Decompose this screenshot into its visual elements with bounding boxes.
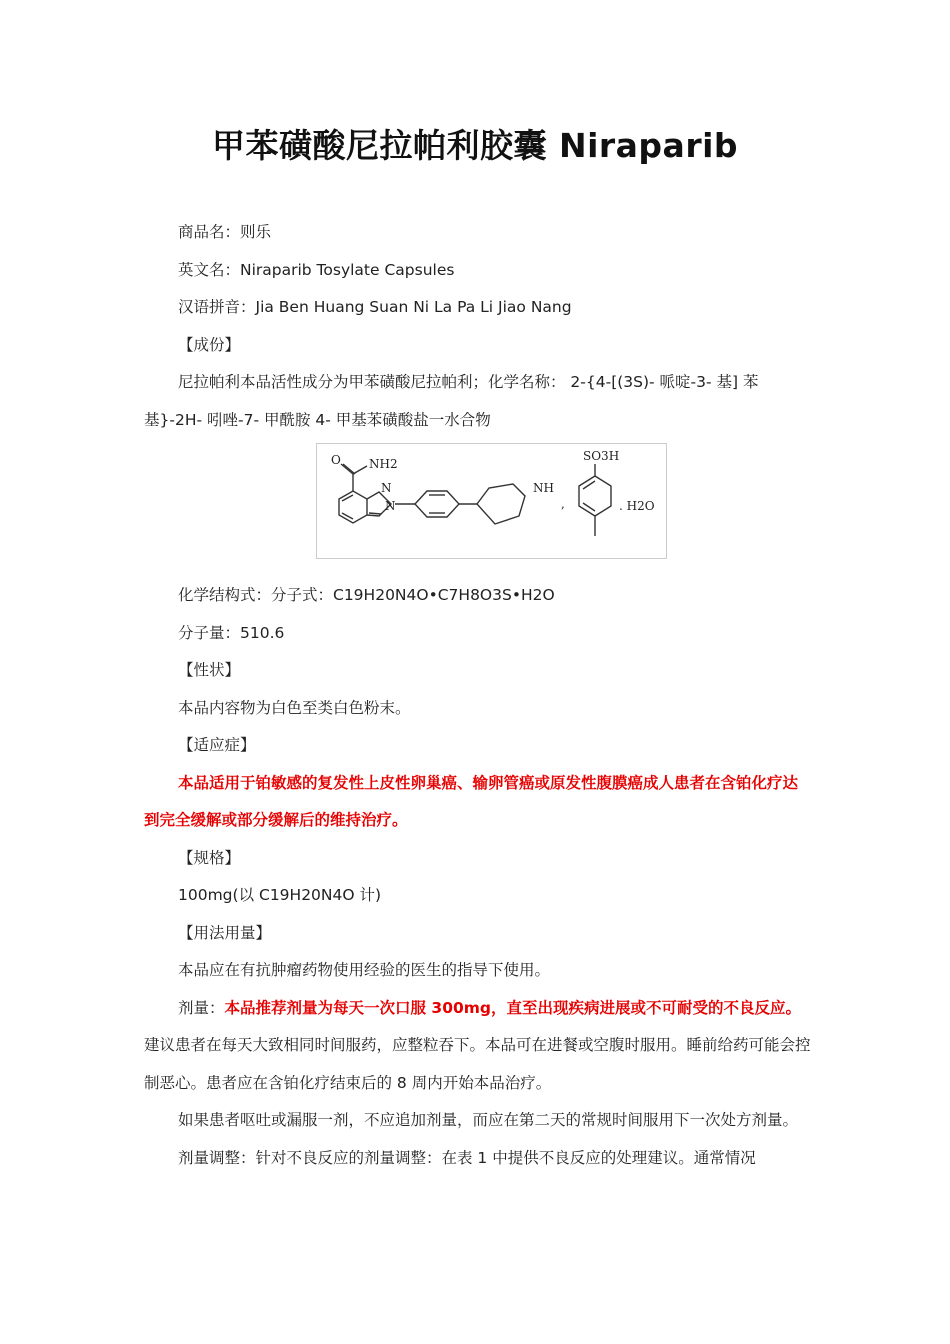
structure-figure-wrap (144, 443, 812, 543)
dose-instructions: 建议患者在每天大致相同时间服药，应整粒吞下。本品可在进餐或空腹时服用。睡前给药可能会控制恶心。患者应在含铂化疗结束后的 8 周内开始本品治疗。 (144, 1036, 811, 1092)
molecular-weight-line: 分子量：510.6 (178, 623, 285, 642)
trade-name-line: 商品名：则乐 (178, 223, 272, 241)
structure-nh-label: NH (533, 481, 554, 495)
properties-heading: 【性状】 (178, 661, 241, 679)
spec-heading: 【规格】 (178, 848, 241, 867)
structure-separator-label: , (561, 497, 565, 511)
properties-text: 本品内容物为白色至类白色粉末。 (178, 698, 411, 717)
structure-formula-line: 化学结构式：分子式：C19H20N4O•C7H8O3S•H2O (178, 586, 555, 604)
english-name-line: 英文名：Niraparib Tosylate Capsules (178, 260, 455, 279)
missed-dose-paragraph: 如果患者呕吐或漏服一剂，不应追加剂量，而应在第二天的常规时间服用下一次处方剂量。 (178, 1111, 799, 1129)
pinyin-line: 汉语拼音：Jia Ben Huang Suan Ni La Pa Li Jiao Nang (178, 298, 572, 316)
structure-water-label: . H2O (619, 499, 655, 513)
structure-o-label: O (331, 453, 341, 467)
spec-text: 100mg(以 C19H20N4O 计) (178, 886, 382, 904)
dose-adjust-paragraph: 剂量调整：针对不良反应的剂量调整：在表 1 中提供不良反应的处理建议。通常情况 (178, 1148, 756, 1167)
structure-so3h-label: SO3H (583, 449, 620, 463)
dosage-intro: 本品应在有抗肿瘤药物使用经验的医生的指导下使用。 (178, 961, 551, 979)
indications-heading: 【适应症】 (178, 736, 256, 754)
dose-paragraph (144, 990, 812, 1103)
structure-n2-label: N (385, 499, 396, 513)
structure-n1-label: N (381, 481, 392, 495)
document-title: 甲苯磺酸尼拉帕利胶囊 Niraparib (211, 126, 739, 165)
structure-nh2-label: NH2 (369, 457, 398, 471)
composition-text: 尼拉帕利本品活性成分为甲苯磺酸尼拉帕利；化学名称： 2-{4-[(3S)- 哌啶-3- 基] 苯基}-2H- 吲唑-7- 甲酰胺 4- 甲基苯磺酸盐一水合物 (144, 373, 759, 429)
chemical-structure-svg (317, 444, 666, 558)
document-body (144, 214, 812, 1177)
composition-heading: 【成份】 (178, 335, 241, 354)
dosage-heading: 【用法用量】 (178, 923, 272, 942)
indications-text: 本品适用于铂敏感的复发性上皮性卵巢癌、输卵管癌或原发性腹膜癌成人患者在含铂化疗达到完全缓解或部分缓解后的维持治疗。 (144, 773, 799, 829)
dose-recommendation: 本品推荐剂量为每天一次口服 300mg，直至出现疾病进展或不可耐受的不良反应。 (224, 998, 802, 1017)
dose-label: 剂量： (178, 998, 225, 1017)
chemical-structure-figure (316, 443, 667, 559)
